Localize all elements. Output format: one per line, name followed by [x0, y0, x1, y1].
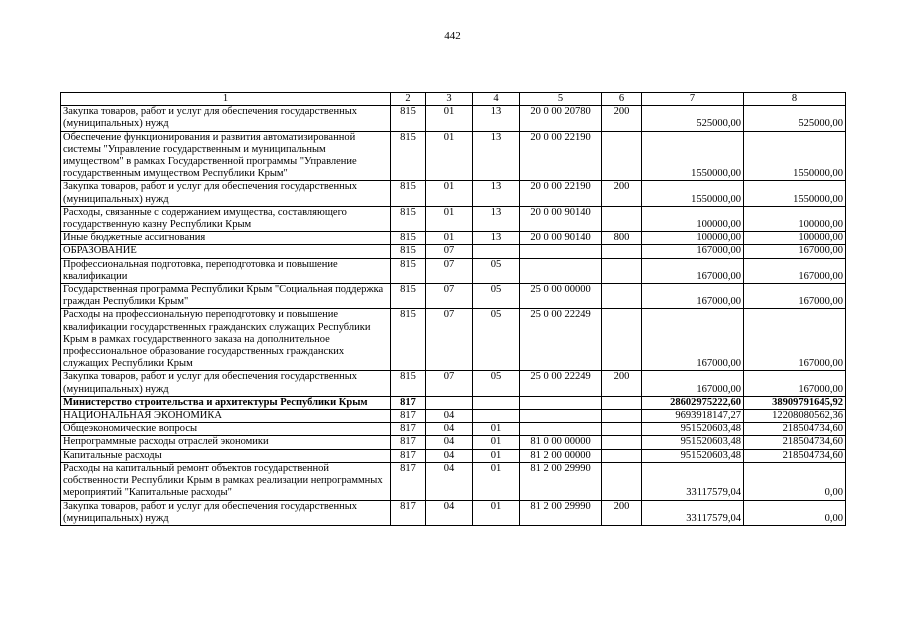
target-item-cell: 81 2 00 29990 [520, 500, 602, 525]
table-row [61, 284, 846, 309]
expense-type-cell [602, 423, 642, 436]
section-code-cell: 04 [426, 410, 473, 423]
table-row [61, 423, 846, 436]
amount-year1-cell: 33117579,04 [642, 500, 744, 525]
ministry-code-cell: 815 [391, 245, 426, 258]
column-header: 6 [602, 93, 642, 106]
section-code-cell: 07 [426, 258, 473, 283]
amount-year1-cell: 1550000,00 [642, 131, 744, 181]
amount-year2-cell: 100000,00 [744, 232, 846, 245]
page-number: 442 [444, 30, 461, 42]
row-name-cell: Капитальные расходы [61, 449, 391, 462]
amount-year1-cell: 951520603,48 [642, 423, 744, 436]
table-row [61, 181, 846, 206]
target-item-cell: 25 0 00 00000 [520, 284, 602, 309]
section-code-cell: 01 [426, 181, 473, 206]
ministry-code-cell: 815 [391, 232, 426, 245]
row-name-cell: Непрограммные расходы отраслей экономики [61, 436, 391, 449]
row-name-cell: Общеэкономические вопросы [61, 423, 391, 436]
row-name-cell: Министерство строительства и архитектуры Республики Крым [61, 396, 391, 409]
row-name-cell: Закупка товаров, работ и услуг для обеспечения государственных (муниципальных) нужд [61, 106, 391, 131]
expense-type-cell [602, 206, 642, 231]
table-header-row [61, 93, 846, 106]
row-name-cell: Обеспечение функционирования и развития автоматизированной системы "Управление государственным и муниципальным имуществом" в рамках Государственной программы "Управление государственным имуществом Республики Крым" [61, 131, 391, 181]
subsection-code-cell [473, 245, 520, 258]
expense-type-cell [602, 462, 642, 500]
table-row [61, 106, 846, 131]
ministry-code-cell: 817 [391, 410, 426, 423]
ministry-code-cell: 815 [391, 284, 426, 309]
subsection-code-cell: 01 [473, 423, 520, 436]
subsection-code-cell: 13 [473, 232, 520, 245]
expense-type-cell: 200 [602, 500, 642, 525]
row-name-cell: Иные бюджетные ассигнования [61, 232, 391, 245]
table-row [61, 436, 846, 449]
section-code-cell: 07 [426, 245, 473, 258]
expense-type-cell: 200 [602, 371, 642, 396]
row-name-cell: Закупка товаров, работ и услуг для обеспечения государственных (муниципальных) нужд [61, 181, 391, 206]
row-name-cell: Закупка товаров, работ и услуг для обеспечения государственных (муниципальных) нужд [61, 371, 391, 396]
amount-year1-cell: 9693918147,27 [642, 410, 744, 423]
subsection-code-cell: 01 [473, 462, 520, 500]
expense-type-cell [602, 410, 642, 423]
target-item-cell [520, 423, 602, 436]
table-row [61, 232, 846, 245]
expense-type-cell: 200 [602, 181, 642, 206]
amount-year2-cell: 12208080562,36 [744, 410, 846, 423]
amount-year1-cell: 167000,00 [642, 245, 744, 258]
table-row [61, 462, 846, 500]
column-header: 8 [744, 93, 846, 106]
expense-type-cell [602, 396, 642, 409]
target-item-cell: 20 0 00 20780 [520, 106, 602, 131]
section-code-cell: 04 [426, 436, 473, 449]
column-header: 5 [520, 93, 602, 106]
target-item-cell [520, 258, 602, 283]
row-name-cell: НАЦИОНАЛЬНАЯ ЭКОНОМИКА [61, 410, 391, 423]
row-name-cell: Закупка товаров, работ и услуг для обеспечения государственных (муниципальных) нужд [61, 500, 391, 525]
expense-type-cell [602, 309, 642, 371]
amount-year1-cell: 167000,00 [642, 309, 744, 371]
amount-year1-cell: 951520603,48 [642, 436, 744, 449]
amount-year2-cell: 218504734,60 [744, 436, 846, 449]
subsection-code-cell: 05 [473, 284, 520, 309]
column-header: 4 [473, 93, 520, 106]
amount-year2-cell: 218504734,60 [744, 423, 846, 436]
expense-type-cell [602, 436, 642, 449]
amount-year1-cell: 1550000,00 [642, 181, 744, 206]
column-header: 2 [391, 93, 426, 106]
amount-year2-cell: 218504734,60 [744, 449, 846, 462]
amount-year2-cell: 525000,00 [744, 106, 846, 131]
row-name-cell: Расходы на профессиональную переподготовку и повышение квалификации государственных гражданских служащих Республики Крым в рамках государственного заказа на дополнительное профессиональное образование государственных гражданских служащих Республики Крым [61, 309, 391, 371]
subsection-code-cell [473, 410, 520, 423]
subsection-code-cell: 05 [473, 258, 520, 283]
section-code-cell: 07 [426, 309, 473, 371]
table-row [61, 449, 846, 462]
amount-year1-cell: 28602975222,60 [642, 396, 744, 409]
expense-type-cell [602, 245, 642, 258]
amount-year2-cell: 167000,00 [744, 284, 846, 309]
section-code-cell: 01 [426, 106, 473, 131]
amount-year1-cell: 33117579,04 [642, 462, 744, 500]
amount-year2-cell: 100000,00 [744, 206, 846, 231]
table-row [61, 500, 846, 525]
column-header: 1 [61, 93, 391, 106]
ministry-code-cell: 817 [391, 462, 426, 500]
amount-year2-cell: 1550000,00 [744, 181, 846, 206]
expense-type-cell [602, 131, 642, 181]
ministry-code-cell: 815 [391, 258, 426, 283]
subsection-code-cell: 05 [473, 309, 520, 371]
subsection-code-cell [473, 396, 520, 409]
section-code-cell: 04 [426, 500, 473, 525]
row-name-cell: Расходы, связанные с содержанием имущества, составляющего государственную казну Республики Крым [61, 206, 391, 231]
subsection-code-cell: 01 [473, 449, 520, 462]
amount-year1-cell: 100000,00 [642, 206, 744, 231]
table-row [61, 131, 846, 181]
subsection-code-cell: 13 [473, 181, 520, 206]
ministry-code-cell: 817 [391, 449, 426, 462]
expense-type-cell [602, 284, 642, 309]
column-header: 3 [426, 93, 473, 106]
ministry-code-cell: 815 [391, 106, 426, 131]
section-code-cell: 01 [426, 232, 473, 245]
row-name-cell: ОБРАЗОВАНИЕ [61, 245, 391, 258]
amount-year2-cell: 0,00 [744, 500, 846, 525]
target-item-cell: 81 0 00 00000 [520, 436, 602, 449]
table-row [61, 258, 846, 283]
subsection-code-cell: 13 [473, 206, 520, 231]
ministry-code-cell: 815 [391, 309, 426, 371]
target-item-cell [520, 410, 602, 423]
expense-type-cell [602, 449, 642, 462]
ministry-code-cell: 815 [391, 371, 426, 396]
amount-year1-cell: 525000,00 [642, 106, 744, 131]
section-code-cell: 04 [426, 449, 473, 462]
ministry-code-cell: 815 [391, 131, 426, 181]
subsection-code-cell: 01 [473, 500, 520, 525]
target-item-cell: 20 0 00 22190 [520, 181, 602, 206]
subsection-code-cell: 13 [473, 106, 520, 131]
column-header: 7 [642, 93, 744, 106]
amount-year1-cell: 100000,00 [642, 232, 744, 245]
table-row [61, 206, 846, 231]
ministry-code-cell: 815 [391, 181, 426, 206]
amount-year2-cell: 167000,00 [744, 258, 846, 283]
budget-table [60, 92, 846, 526]
section-code-cell: 04 [426, 462, 473, 500]
target-item-cell: 81 2 00 00000 [520, 449, 602, 462]
table-row [61, 410, 846, 423]
expense-type-cell: 800 [602, 232, 642, 245]
expense-type-cell [602, 258, 642, 283]
ministry-code-cell: 817 [391, 423, 426, 436]
target-item-cell: 20 0 00 90140 [520, 232, 602, 245]
ministry-code-cell: 817 [391, 436, 426, 449]
ministry-code-cell: 815 [391, 206, 426, 231]
table-row [61, 396, 846, 409]
ministry-code-cell: 817 [391, 396, 426, 409]
amount-year1-cell: 167000,00 [642, 258, 744, 283]
amount-year2-cell: 38909791645,92 [744, 396, 846, 409]
amount-year2-cell: 167000,00 [744, 371, 846, 396]
section-code-cell: 07 [426, 371, 473, 396]
target-item-cell: 81 2 00 29990 [520, 462, 602, 500]
target-item-cell: 20 0 00 90140 [520, 206, 602, 231]
amount-year2-cell: 0,00 [744, 462, 846, 500]
amount-year1-cell: 167000,00 [642, 371, 744, 396]
target-item-cell: 20 0 00 22190 [520, 131, 602, 181]
amount-year1-cell: 167000,00 [642, 284, 744, 309]
subsection-code-cell: 13 [473, 131, 520, 181]
target-item-cell: 25 0 00 22249 [520, 371, 602, 396]
table-row [61, 309, 846, 371]
section-code-cell: 01 [426, 206, 473, 231]
subsection-code-cell: 05 [473, 371, 520, 396]
section-code-cell: 01 [426, 131, 473, 181]
target-item-cell: 25 0 00 22249 [520, 309, 602, 371]
subsection-code-cell: 01 [473, 436, 520, 449]
amount-year2-cell: 167000,00 [744, 245, 846, 258]
ministry-code-cell: 817 [391, 500, 426, 525]
amount-year1-cell: 951520603,48 [642, 449, 744, 462]
section-code-cell: 07 [426, 284, 473, 309]
section-code-cell [426, 396, 473, 409]
row-name-cell: Профессиональная подготовка, переподготовка и повышение квалификации [61, 258, 391, 283]
section-code-cell: 04 [426, 423, 473, 436]
expense-type-cell: 200 [602, 106, 642, 131]
row-name-cell: Расходы на капитальный ремонт объектов государственной собственности Республики Крым в рамках реализации непрограммных мероприятий "Капитальные расходы" [61, 462, 391, 500]
row-name-cell: Государственная программа Республики Крым "Социальная поддержка граждан Республики Крым" [61, 284, 391, 309]
table-row [61, 245, 846, 258]
amount-year2-cell: 167000,00 [744, 309, 846, 371]
target-item-cell [520, 396, 602, 409]
amount-year2-cell: 1550000,00 [744, 131, 846, 181]
table-row [61, 371, 846, 396]
target-item-cell [520, 245, 602, 258]
